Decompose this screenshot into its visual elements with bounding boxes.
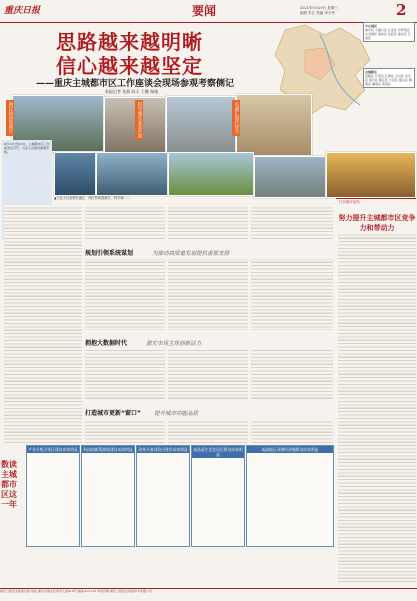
stats-box-2-head: 科技创新策源地建设成效明显	[83, 447, 133, 452]
map-legend-central	[363, 22, 415, 42]
section-3-title: 打造城市更新“窗口”	[85, 410, 141, 417]
legend-title-central: 中心城区	[365, 24, 378, 28]
stats-box-3-head: 改革开放试验田建设成效明显	[138, 447, 188, 452]
date-text: 2021年9月29日 星期三	[300, 6, 338, 10]
dateline	[300, 6, 388, 15]
photo-riverside	[168, 152, 254, 196]
section-2-heading	[85, 330, 335, 349]
collage-caption: ▲与会人员参观长嘉汇、两江协同创新区、科学城……	[54, 196, 130, 200]
stats-box-4-head: 高品质生活宜居区建设成效明显	[193, 447, 243, 457]
section-3-sub: 提升城市功能品质	[153, 411, 198, 417]
photo-construction-site	[236, 94, 312, 156]
body-column-1	[4, 205, 82, 445]
commentary-rule	[336, 198, 416, 199]
stats-box-1-head: 产业升级引领区建设成效明显	[28, 447, 78, 452]
photo-factory	[326, 152, 416, 198]
photo-tag-middle: 科学城长安会区站	[137, 102, 142, 138]
stats-box-5	[246, 445, 334, 547]
legend-body-central: 渝中区 大渡口区 江北区 沙坪坝区 九龙坡区 南岸区 北碚区 渝北区 巴南区	[365, 28, 411, 40]
commentary-body	[338, 232, 416, 582]
section-1-sub: 为推动高质量发展提供重要支撑	[152, 251, 230, 257]
photo-cityscape	[166, 96, 236, 153]
headline-line-1: 思路越来越明晰	[56, 30, 203, 54]
photo-tag-right: 长嘉汇现代综合	[234, 102, 239, 134]
byline: 本报记者 张燕 陈天 王鹏 杨骏	[105, 89, 159, 94]
headline-subtitle: ——重庆主城都市区工作座谈会现场参观考察侧记	[36, 79, 235, 89]
photo-tag-left: 两江协同创新区	[8, 102, 13, 134]
stats-box-5-head: 成渝地区双城经济圈建设成效明显	[247, 446, 333, 453]
page-number: 2	[396, 1, 407, 19]
stats-box-3	[136, 445, 190, 547]
stats-box-1	[26, 445, 80, 547]
stats-box-4	[191, 445, 245, 547]
legend-title-new: 主城新区	[365, 70, 378, 74]
intro-caption: 9月22日至23日，主城都市区工作座谈会召开，与会人员现场参观考察。	[4, 142, 50, 154]
footer	[0, 588, 417, 601]
commentary-label: □本报评论员	[339, 200, 360, 204]
section-1-heading	[85, 240, 335, 259]
commentary-title: 努力提升主城都市区竞争力和带动力	[338, 214, 416, 232]
stats-box-2	[81, 445, 135, 547]
footer-text: 重庆日报报业集团出版 地址:重庆市渝北区同茂大道416号 邮编:401120 本报印刷:重庆日报报业集团印务有限公司	[0, 589, 153, 593]
headline-line-2: 信心越来越坚定	[56, 54, 203, 78]
editors-text: 编辑 朱江 美编 李少华	[300, 10, 335, 15]
legend-body-new: 涪陵区 长寿区 江津区 合川区 永川区 南川区 綦江区 大足区 璧山区 铜梁区 潼南区 荣昌区	[365, 74, 412, 86]
photo-park	[254, 156, 326, 198]
section-2-title: 拥抱大数据时代	[85, 340, 128, 347]
section-2-sub: 激发市场主体创新活力	[146, 341, 202, 347]
photo-exhibition-hall	[54, 152, 96, 196]
newspaper-logo: 重庆日报	[4, 6, 41, 16]
map-legend-new	[363, 68, 415, 88]
photo-science-centre	[96, 152, 168, 196]
section-title: 要闻	[192, 4, 217, 18]
stats-vertical-title: 数读主城都市区这一年	[1, 460, 17, 509]
section-1-title: 规划引领系统谋划	[85, 250, 134, 257]
section-3-heading	[85, 400, 335, 419]
